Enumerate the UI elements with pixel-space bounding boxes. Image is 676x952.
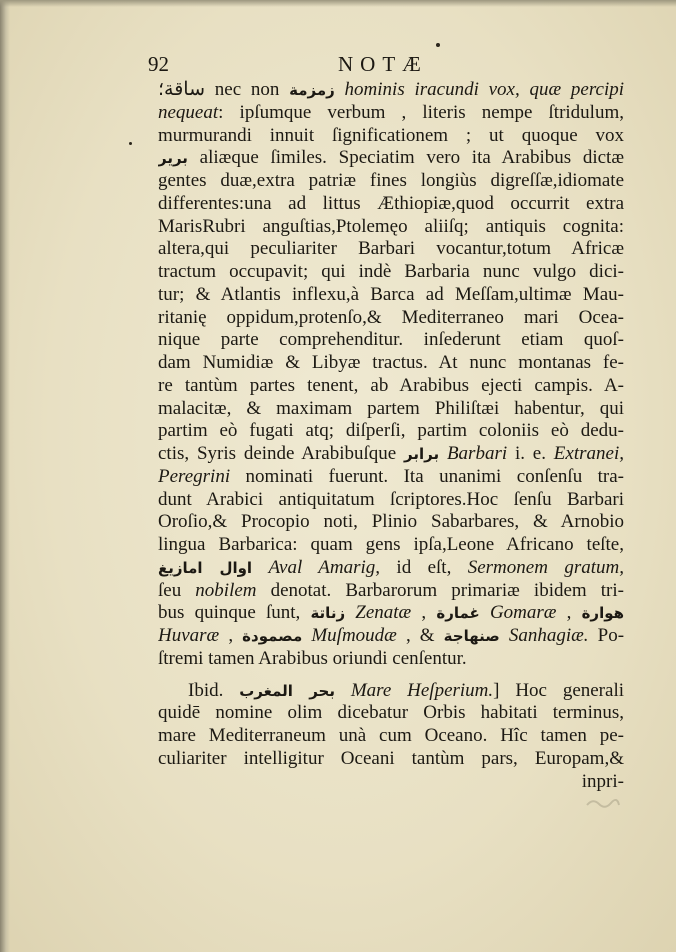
- text-segment: Ibid.: [188, 679, 240, 701]
- paragraph-gap: [158, 671, 624, 680]
- text-line: [158, 125, 624, 148]
- text-segment: Gomaræ: [479, 602, 557, 624]
- text-segment: nobilem: [195, 579, 257, 601]
- text-line: [158, 307, 624, 330]
- text-line: [158, 466, 624, 489]
- text-line: [158, 420, 624, 443]
- text-segment: malacitæ, & maximam partem Philiſtæi habentur, qui: [158, 397, 624, 419]
- text-line: [158, 443, 624, 466]
- text-segment: Huvaræ: [158, 625, 220, 646]
- text-line: [158, 79, 624, 102]
- text-segment: : ipſumque verbum , literis nempe ſtridulum,: [218, 101, 624, 123]
- text-segment: differentes:una ad littus Æthiopiæ,quod occurrit extra: [158, 192, 624, 214]
- text-line: [158, 648, 624, 671]
- text-segment: Po-: [588, 625, 624, 646]
- text-segment: mare Mediterraneum unà cum Oceano. Hîc tamen pe-: [158, 725, 624, 746]
- text-segment: bus quinque ſunt,: [158, 602, 311, 624]
- text-line: [158, 284, 624, 307]
- text-line: [158, 147, 624, 170]
- text-segment: nequeat: [158, 101, 219, 123]
- arabic-word: زمزمة: [289, 81, 335, 99]
- text-segment: murmurandi innuit ſignificationem ; ut quoque vox: [158, 124, 624, 146]
- text-line: [158, 534, 624, 557]
- text-segment: id eſt,: [380, 556, 468, 578]
- text-line: [158, 102, 624, 125]
- paragraph-1: [158, 79, 624, 671]
- text-segment: ctis, Syris deinde Arabibuſque: [158, 443, 405, 464]
- text-segment: nique parte comprehenditur. inſederunt etiam quoſ-: [158, 329, 624, 351]
- text-segment: hominis iracundi vox, quæ percipi: [334, 79, 624, 100]
- text-line: [158, 170, 624, 193]
- text-segment: re tantùm partes tenent, ab Arabibus ejecti campis. A-: [158, 374, 624, 396]
- text-line: [158, 625, 624, 648]
- text-segment: ritanię oppidum,protenſo,& Mediterraneo mari Ocea-: [158, 306, 624, 328]
- arabic-word: غمارة: [436, 604, 480, 623]
- ink-speck: [129, 142, 132, 145]
- page-top-shadow: [0, 0, 676, 7]
- text-line: [158, 702, 624, 725]
- text-segment: Mare Heſperium.: [335, 679, 494, 701]
- page-number: 92: [148, 52, 169, 76]
- text-segment: ,: [219, 625, 243, 646]
- arabic-word: اوال امازيغ: [158, 558, 253, 577]
- text-line: [158, 375, 624, 398]
- text-segment: ] Hoc generali: [493, 679, 624, 701]
- text-segment: nominati fuerunt. Ita unanimi conſenſu tra-: [230, 465, 624, 487]
- text-line: [158, 680, 624, 703]
- text-segment: gentes duæ,extra patriæ fines longiùs digreſſæ,idiomate: [158, 170, 624, 191]
- text-segment: altera,qui peculiariter Barbari vocantur,totum Africæ: [158, 238, 624, 260]
- text-line: [158, 489, 624, 512]
- page-header: [140, 50, 630, 78]
- arabic-word: صنهاجة: [443, 627, 500, 645]
- text-line: [158, 352, 624, 375]
- running-head: NOTÆ: [338, 52, 428, 76]
- text-segment: ,: [556, 602, 582, 624]
- text-line: [158, 580, 624, 603]
- text-segment: , &: [396, 625, 444, 646]
- arabic-word: برابر: [404, 445, 440, 463]
- text-line: [158, 748, 624, 771]
- arabic-word: بحر المغرب: [239, 681, 335, 700]
- text-segment: ſeu: [158, 579, 196, 601]
- text-segment: Zenatæ: [345, 602, 412, 624]
- text-segment: culiariter intelligitur Oceani tantùm pars, Europam,&: [158, 747, 624, 769]
- text-segment: Aval Amarig,: [252, 556, 381, 578]
- text-segment: ſtremi tamen Arabibus oriundi cenſentur.: [158, 647, 467, 669]
- text-segment: partim eò fugati atq; diſperſi, partim coloniis eò dedu-: [158, 420, 624, 442]
- text-segment: denotat. Barbarorum primariæ ibidem tri-: [256, 579, 624, 601]
- arabic-word: مصمودة: [242, 627, 303, 645]
- catchword-text: inpri-: [581, 770, 624, 792]
- show-through-mark: [585, 796, 621, 810]
- text-line: [158, 193, 624, 216]
- catchword: [158, 771, 624, 794]
- text-segment: aliæque ſimiles. Speciatim vero ita Arabibus dictæ: [187, 147, 624, 169]
- text-segment: quidē nomine olim dicebatur Orbis habitati terminus,: [158, 702, 624, 724]
- text-segment: Sermonem gratum,: [467, 556, 624, 578]
- text-segment: Peregrini: [158, 465, 231, 487]
- text-line: [158, 261, 624, 284]
- text-line: [158, 557, 624, 580]
- text-line: [158, 511, 624, 534]
- text-segment: lingua Barbarica: quam gens ipſa,Leone Africano teſte,: [158, 534, 624, 555]
- text-segment: tractum occupavit; qui indè Barbaria nunc vulgo dici-: [158, 261, 624, 282]
- text-segment: ساقة؛ nec non: [158, 79, 290, 100]
- arabic-word: هوارة: [581, 604, 624, 623]
- text-segment: dunt Arabici antiquitatum ſcriptores.Hoc ſenſu Barbari: [158, 488, 624, 510]
- text-segment: i. e.: [507, 443, 554, 464]
- text-line: [158, 602, 624, 625]
- arabic-word: برير: [158, 149, 188, 168]
- arabic-word: زناتة: [310, 604, 346, 623]
- text-segment: Barbari: [439, 443, 508, 464]
- text-line: [158, 216, 624, 239]
- text-segment: MarisRubri anguſtias,Ptolemęo aliiſq; antiquis cognita:: [158, 215, 624, 237]
- page-edge-shadow: [0, 0, 10, 952]
- text-line: [158, 398, 624, 421]
- text-segment: Sanhagiæ.: [499, 625, 589, 646]
- text-segment: Oroſio,& Procopio noti, Plinio Sabarbares, & Arnobio: [158, 511, 624, 533]
- text-segment: tur; & Atlantis inflexu,à Barca ad Meſſam,ultimæ Mau-: [158, 283, 624, 305]
- text-segment: dam Numidiæ & Libyæ tractus. At nunc montanas fe-: [158, 352, 624, 373]
- text-line: [158, 329, 624, 352]
- text-line: [158, 725, 624, 748]
- text-segment: ,: [411, 602, 437, 624]
- text-line: [158, 238, 624, 261]
- ink-speck: [436, 43, 440, 47]
- body-text: [158, 79, 624, 793]
- text-segment: Muſmoudæ: [302, 625, 397, 646]
- text-segment: Extranei,: [553, 443, 624, 464]
- paragraph-2: [158, 680, 624, 771]
